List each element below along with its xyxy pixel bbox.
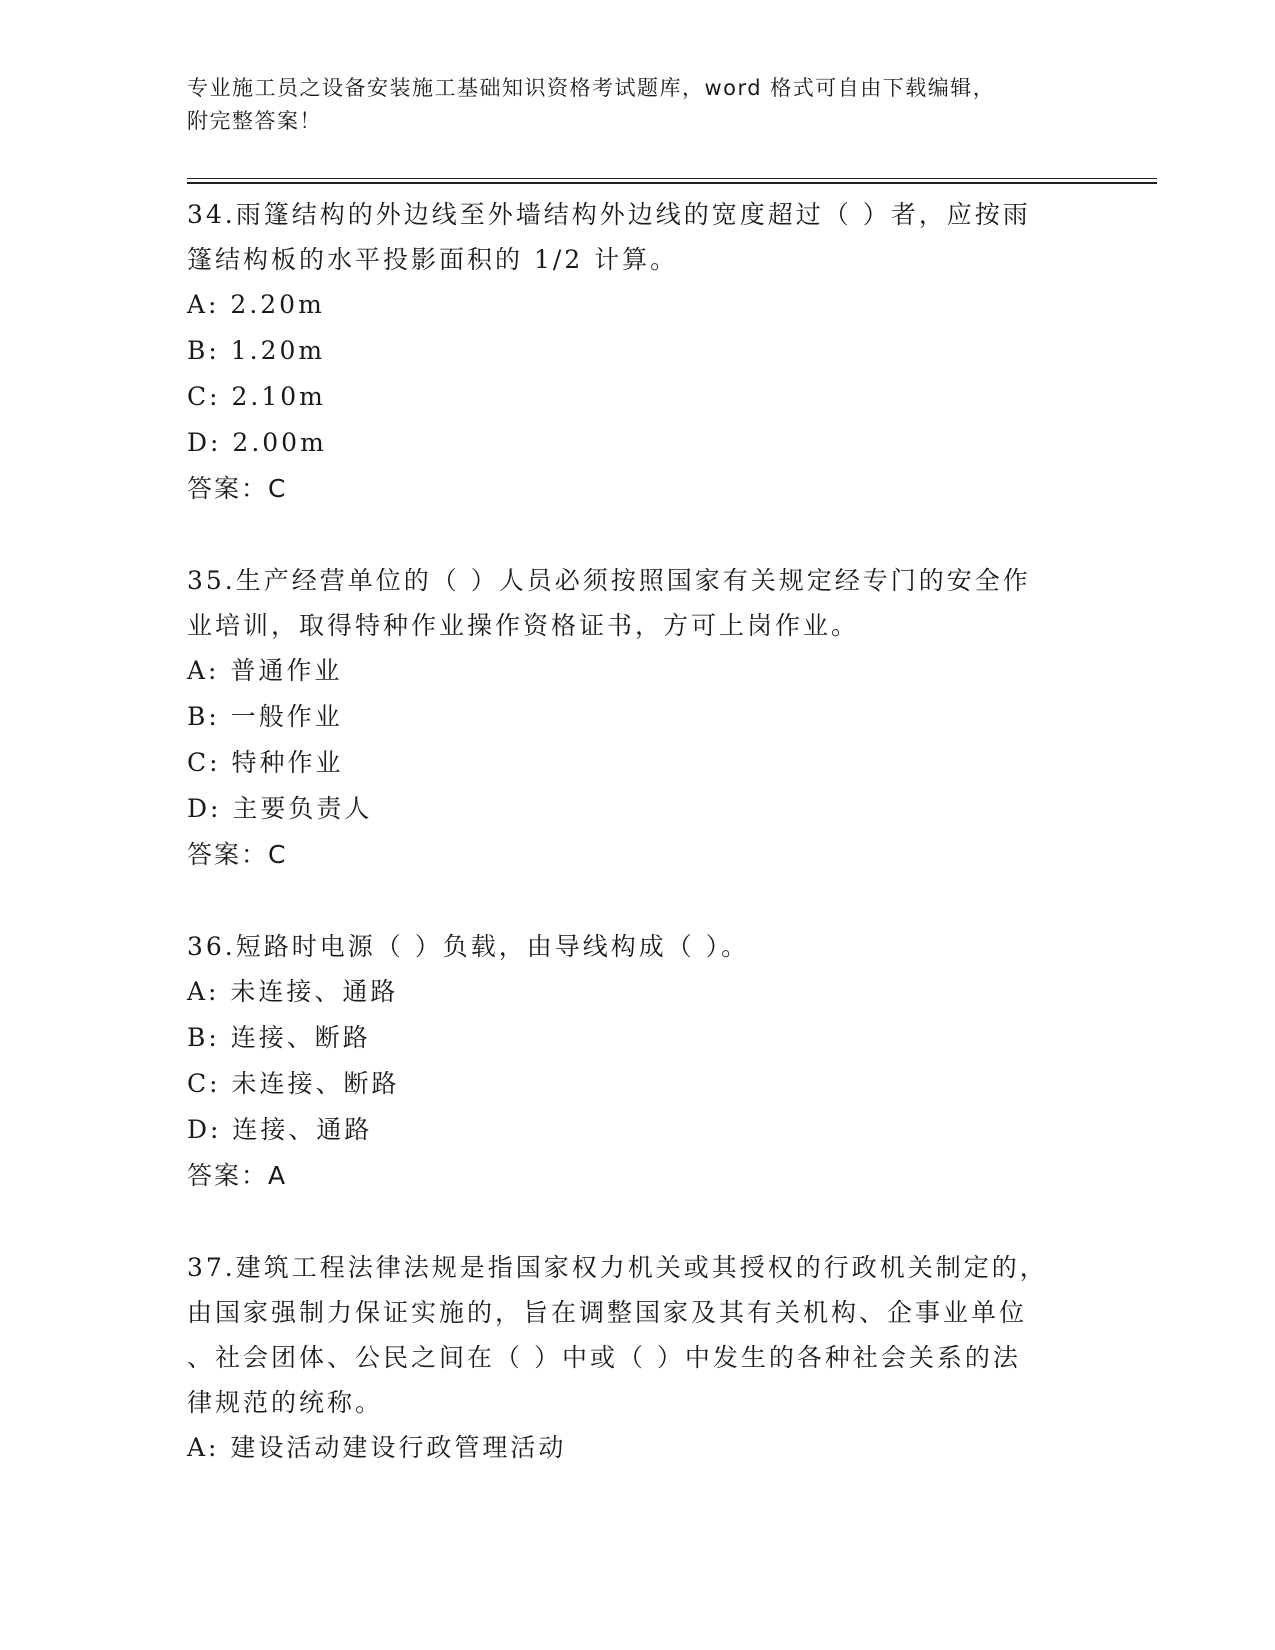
question-stem-line: 34.雨篷结构的外边线至外墙结构外边线的宽度超过（ ）者，应按雨 xyxy=(187,200,1031,229)
option-b: B: 一般作业 xyxy=(187,702,343,731)
header-line-2: 附完整答案！ xyxy=(187,109,322,133)
option-a: A: 建设活动建设行政管理活动 xyxy=(187,1433,567,1462)
option-a: A: 普通作业 xyxy=(187,656,343,685)
option-a: A: 2.20m xyxy=(187,290,325,319)
header-divider-thin xyxy=(187,178,1157,179)
option-b: B: 连接、断路 xyxy=(187,1023,371,1052)
option-c: C: 2.10m xyxy=(187,382,326,411)
option-d: D: 2.00m xyxy=(187,428,327,457)
question-36 xyxy=(187,924,1067,1199)
question-37 xyxy=(187,1245,1067,1471)
header-line-1: 专业施工员之设备安装施工基础知识资格考试题库，word 格式可自由下载编辑， xyxy=(187,76,996,100)
answer-line: 答案：A xyxy=(187,1161,288,1190)
option-d: D: 主要负责人 xyxy=(187,794,373,823)
question-stem-line: 由国家强制力保证实施的，旨在调整国家及其有关机构、企事业单位 xyxy=(187,1298,1028,1327)
option-b: B: 1.20m xyxy=(187,336,326,365)
question-list xyxy=(187,192,1067,1471)
option-a: A: 未连接、通路 xyxy=(187,977,399,1006)
answer-line: 答案：C xyxy=(187,840,288,869)
question-35 xyxy=(187,558,1067,878)
question-stem-line: 律规范的统称。 xyxy=(187,1388,384,1417)
document-header xyxy=(187,72,1067,138)
question-stem-line: 、社会团体、公民之间在（ ）中或（ ）中发生的各种社会关系的法 xyxy=(187,1343,1021,1372)
option-c: C: 特种作业 xyxy=(187,748,344,777)
option-d: D: 连接、通路 xyxy=(187,1115,373,1144)
spacer xyxy=(187,1199,1067,1245)
option-c: C: 未连接、断路 xyxy=(187,1069,400,1098)
question-34 xyxy=(187,192,1067,512)
spacer xyxy=(187,878,1067,924)
question-stem-line: 35.生产经营单位的（ ）人员必须按照国家有关规定经专门的安全作 xyxy=(187,566,1031,595)
header-divider-thick xyxy=(187,182,1157,184)
question-stem-line: 篷结构板的水平投影面积的 1/2 计算。 xyxy=(187,245,679,274)
spacer xyxy=(187,512,1067,558)
question-stem-line: 36.短路时电源（ ）负载，由导线构成（ ）。 xyxy=(187,932,750,961)
question-stem-line: 37.建筑工程法律法规是指国家权力机关或其授权的行政机关制定的， xyxy=(187,1253,1048,1282)
answer-line: 答案：C xyxy=(187,474,288,503)
question-stem-line: 业培训，取得特种作业操作资格证书，方可上岗作业。 xyxy=(187,611,860,640)
